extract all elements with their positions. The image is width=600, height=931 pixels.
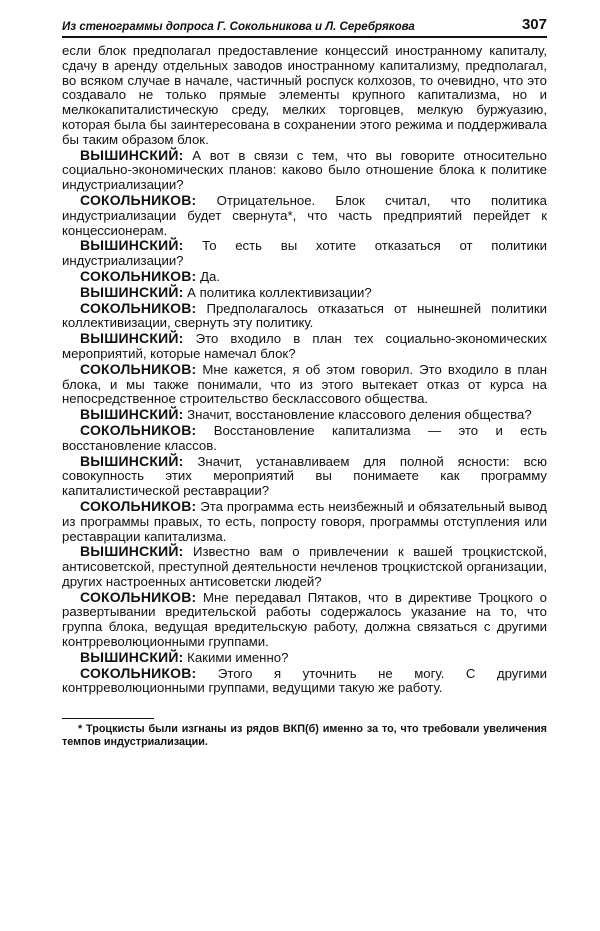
page-number: 307: [521, 16, 547, 33]
speech-text: Да.: [196, 268, 220, 284]
speaker-name: СОКОЛЬНИКОВ:: [80, 421, 197, 438]
speaker-name: СОКОЛЬНИКОВ:: [80, 191, 197, 208]
speech-text: А политика коллективизации?: [183, 284, 372, 300]
exchange-list: [62, 148, 547, 697]
speaker-name: СОКОЛЬНИКОВ:: [80, 267, 197, 284]
footnote: * Троцкисты были изгнаны из рядов ВКП(б) именно за то, что требовали увеличения темпов индустриализации.: [62, 723, 547, 749]
opening-paragraph: если блок предполагал предоставление концессий иностранному капиталу, сдачу в аренду отдельных заводов иностранному капитализму, предполагал, во всяком случае в начале, частичный роспуск колхозов, то очевидно, что это создавало не только прямые элементы крупного капитализма, но и мелкокапиталистическую среду, мелких торговцев, мелкую буржуазию, которая была бы заинтересована в сохранении этого режима и поддерживала бы таким образом блок.: [62, 43, 547, 147]
speaker-name: ВЫШИНСКИЙ:: [80, 648, 184, 665]
speaker-name: ВЫШИНСКИЙ:: [80, 237, 184, 254]
exchange-paragraph: [62, 666, 547, 697]
exchange-paragraph: [62, 193, 547, 238]
transcript-body: [62, 44, 547, 696]
speech-text: Какими именно?: [183, 649, 289, 665]
running-head: Из стенограммы допроса Г. Сокольникова и Л. Серебрякова: [62, 21, 415, 33]
exchange-paragraph: [62, 499, 547, 544]
page-header: [62, 16, 547, 38]
speaker-name: ВЫШИНСКИЙ:: [80, 406, 184, 423]
speaker-name: СОКОЛЬНИКОВ:: [80, 588, 197, 605]
speech-text: Предполагалось отказаться от нынешней политики коллективизации, свернуть эту политику.: [62, 300, 547, 331]
speaker-name: ВЫШИНСКИЙ:: [80, 283, 184, 300]
speech-text: Мне передавал Пятаков, что в директиве Троцкого о развертывании вредительской работы содержалось указание на то, что группа блока, ведущая вредительскую работу, должна связаться с другими контрреволюционными группами.: [62, 589, 547, 650]
exchange-paragraph: [62, 423, 547, 454]
speech-text: Эта программа есть неизбежный и обязательный вывод из программы правых, то есть, попросту говоря, программы отступления или реставрации капитализма.: [62, 498, 547, 544]
exchange-paragraph: [62, 454, 547, 499]
exchange-paragraph: [62, 331, 547, 362]
speaker-name: ВЫШИНСКИЙ:: [80, 330, 184, 347]
speech-text: Это входило в план тех социально-экономических мероприятий, которые намечал блок?: [62, 331, 547, 361]
exchange-paragraph: [62, 544, 547, 589]
speech-text: То есть вы хотите отказаться от политики индустриализации?: [62, 238, 547, 269]
exchange-paragraph: [62, 407, 547, 423]
exchange-paragraph: [62, 301, 547, 332]
speaker-name: ВЫШИНСКИЙ:: [80, 543, 184, 560]
exchange-paragraph: [62, 362, 547, 407]
speaker-name: СОКОЛЬНИКОВ:: [80, 497, 197, 514]
speech-text: Значит, восстановление классового деления общества?: [183, 407, 532, 423]
speech-text: Этого я уточнить не могу. С другими контрреволюционными группами, ведущими такую же работу.: [62, 665, 547, 696]
speaker-name: ВЫШИНСКИЙ:: [80, 146, 184, 163]
exchange-paragraph: [62, 238, 547, 269]
book-page: [62, 16, 547, 749]
speaker-name: СОКОЛЬНИКОВ:: [80, 299, 197, 316]
speech-text: Восстановление капитализма — это и есть восстановление классов.: [62, 422, 547, 453]
speech-text: А вот в связи с тем, что вы говорите относительно социально-экономических планов: каково было отношение блока к политике индустриализации?: [62, 147, 547, 193]
speech-text: Известно вам о привлечении к вашей троцкистской, антисоветской, преступной деятельности нечленов троцкистской организации, других настроенных антисоветски людей?: [62, 544, 547, 589]
speaker-name: СОКОЛЬНИКОВ:: [80, 360, 197, 377]
exchange-paragraph: [62, 650, 547, 666]
footnote-divider: [62, 718, 154, 719]
exchange-paragraph: [62, 269, 547, 285]
exchange-paragraph: [62, 590, 547, 650]
speech-text: Значит, устанавливаем для полной ясности: всю совокупность этих мероприятий вы понимаете как программу капиталистической реставрации?: [62, 453, 547, 499]
speech-text: Отрицательное. Блок считал, что политика индустриализации будет свернута*, что часть предприятий перейдет к концессионерам.: [62, 192, 547, 238]
speaker-name: ВЫШИНСКИЙ:: [80, 452, 184, 469]
speaker-name: СОКОЛЬНИКОВ:: [80, 664, 197, 681]
exchange-paragraph: [62, 148, 547, 193]
speech-text: Мне кажется, я об этом говорил. Это входило в план блока, и мы также понимали, что из этого вытекает отказ от курса на непосредственное строительство бесклассового общества.: [62, 361, 547, 407]
exchange-paragraph: [62, 285, 547, 301]
